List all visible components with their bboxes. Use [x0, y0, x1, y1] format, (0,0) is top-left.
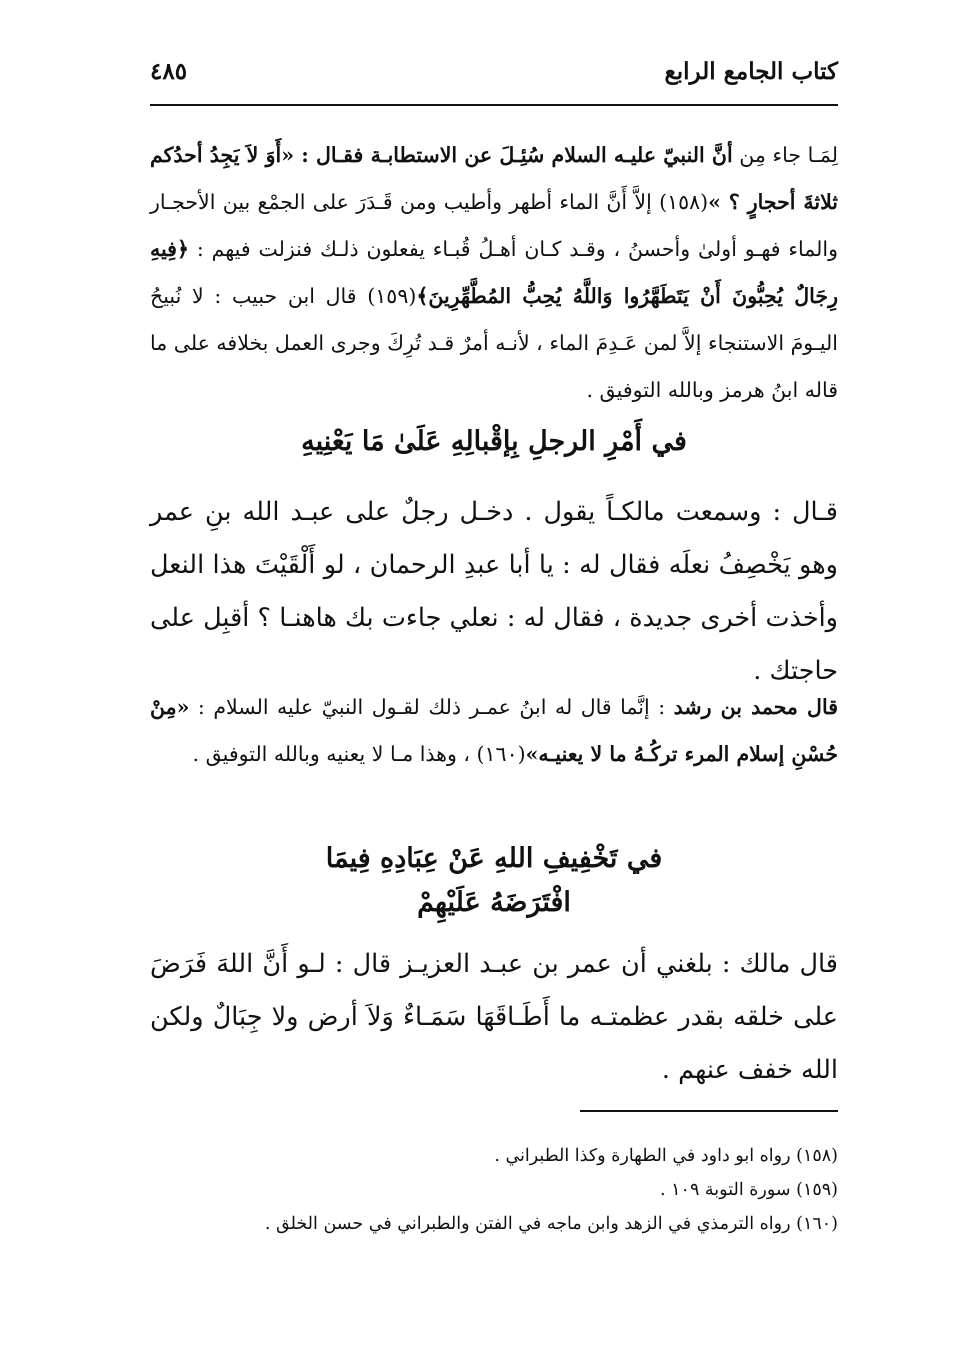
hadith-quote-1: أنَّ النبيّ عليـه السلام سُئِـلَ عن الاستطابـة فقـال : «أَوَ لاَ يَجِدُ أحدُكم ثلاثةَ أحجارٍ ؟ »: [150, 143, 839, 214]
paragraph-1-text-a: لِمَـا جاء مِن: [732, 143, 838, 167]
quran-quote: ﴿فِيهِ رِجَالٌ يُحِبُّونَ أَنْ يَتَطَهَّرُوا وَاللَّهُ يُحِبُّ المُطَّهِّرِينَ﴾: [150, 237, 838, 308]
paragraph-3: [150, 684, 838, 778]
paragraph-1: [150, 132, 838, 414]
page-header: [150, 58, 838, 98]
paragraph-4: قال مالك : بلغني أن عمر بن عبـد العزيـز قال : لـو أَنَّ اللهَ فَرَضَ على خلقه بقدر عظمتـه ما أَطَـاقَهَا سَمَـاءٌ وَلاَ أرض ولا جِبَالٌ ولكن الله خفف عنهم .: [150, 949, 838, 1085]
footnote-separator: [580, 1110, 838, 1112]
book-title: كتاب الجامع الرابع: [664, 58, 838, 85]
section-heading-1: في أَمْرِ الرجلِ بِإقْبالِهِ عَلَىٰ مَا يَعْنِيهِ: [301, 426, 687, 457]
footnote-160: (١٦٠) رواه الترمذي في الزهد وابن ماجه في الفتن والطبراني في حسن الخلق .: [264, 1214, 838, 1234]
footnotes: [150, 1139, 838, 1241]
footnote-159: (١٥٩) سورة التوبة ١٠٩ .: [660, 1180, 838, 1200]
footnote-ref-160: (١٦٠): [476, 742, 526, 766]
paragraph-3-text-a: : إنَّما قال له ابنُ عمـر ذلك لقـول النبيّ عليه السلام :: [189, 695, 674, 719]
paragraph-2: قـال : وسمعت مالكـاً يقول . دخـل رجلٌ على عبـد الله بنِ عمر وهو يَخْصِفُ نعلَه فقال له : يا أبا عبدِ الرحمان ، لو أَلْقَيْتَ هذا النعل وأخذت أخرى جديدة ، فقال له : نعلي جاءت بك هاهنـا ؟ أقبِل على حاجتك .: [150, 497, 838, 686]
header-rule: [150, 104, 838, 106]
hadith-quote-2: «مِنْ حُسْنِ إسلام المرء تركُـهُ ما لا يعنيـه»: [150, 695, 838, 766]
paragraph-3-text-b: ، وهذا مـا لا يعنيه وبالله التوفيق .: [192, 742, 477, 766]
section-heading-2-line-2: افْتَرَضَهُ عَلَيْهِمْ: [417, 887, 571, 918]
page-number: ٤٨٥: [150, 58, 188, 85]
paragraph-1-text-b: إلاَّ أَنَّ الماء أطهر وأطيب ومن قَـدَرَ على الجمْع بين الأحجـار والماء فهـو أولىٰ وأحسنُ ، وقـد كـان أهـلُ قُبـاء يفعلون ذلـك فنزلت فيهم :: [150, 190, 838, 261]
footnote-ref-159: (١٥٩): [367, 284, 417, 308]
paragraph-1-text-c: قال ابن حبيب : لا نُبيحُ اليـومَ الاستنجاء إلاَّ لمن عَـدِمَ الماء ، لأنـه أمرٌ قـد تُرِكَ وجرى العمل بخلافه على ما قاله ابنُ هرمز وبالله التوفيق .: [150, 284, 838, 402]
commentary-lead: قال محمد بن رشد: [673, 695, 838, 719]
footnote-158: (١٥٨) رواه ابو داود في الطهارة وكذا الطبراني .: [494, 1146, 838, 1166]
section-heading-2-line-1: في تَخْفِيفِ اللهِ عَنْ عِبَادِهِ فِيمَا: [325, 843, 663, 874]
section-heading-2: [150, 837, 838, 925]
footnote-ref-158: (١٥٨): [659, 190, 709, 214]
